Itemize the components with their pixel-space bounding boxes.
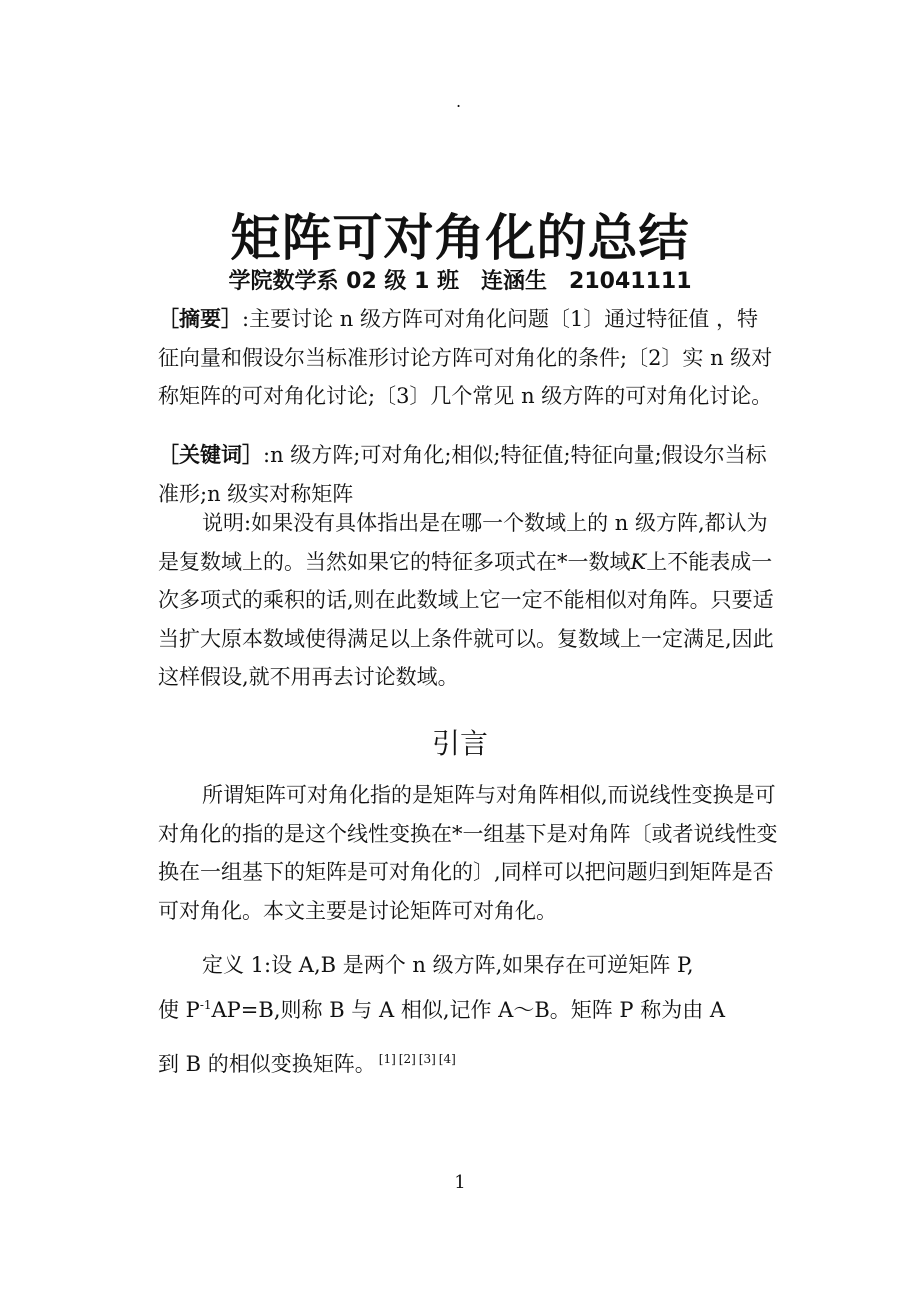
field-symbol: K bbox=[630, 549, 647, 574]
citation-ref: [3] bbox=[418, 1052, 436, 1066]
page-number: 1 bbox=[454, 1172, 466, 1193]
keywords-label: ［关键词］ bbox=[158, 443, 263, 467]
abstract-text: :主要讨论 n 级方阵可对角化问题〔1〕通过特征值 ，特征向量和假设尔当标准形讨论方阵可对角化的条件;〔2〕实 n 级对称矩阵的可对角化讨论;〔3〕几个常见 n 级方阵的可对角化讨论。 bbox=[158, 307, 773, 408]
definition-line-3: 到 B 的相似变换矩阵。 [1] [2] [3] [4] bbox=[158, 1052, 456, 1076]
keywords bbox=[158, 436, 778, 513]
note-paragraph bbox=[158, 504, 778, 697]
intro-paragraph: 所谓矩阵可对角化指的是矩阵与对角阵相似,而说线性变换是可对角化的指的是这个线性变换在*一组基下是对角阵〔或者说线性变换在一组基下的矩阵是可对角化的〕,同样可以把问题归到矩阵是否可对角化。本文主要是讨论矩阵可对角化。 bbox=[158, 783, 778, 923]
definition-line-1: 定义 1:设 A,B 是两个 n 级方阵,如果存在可逆矩阵 P, bbox=[202, 953, 694, 977]
keywords-text: :n 级方阵;可对角化;相似;特征值;特征向量;假设尔当标准形;n 级实对称矩阵 bbox=[158, 443, 767, 506]
document-title: 矩阵可对角化的总结 bbox=[230, 209, 690, 267]
section-heading: 引言 bbox=[431, 727, 488, 760]
citation-ref: [1] bbox=[378, 1052, 396, 1066]
inverse-exponent: -1 bbox=[199, 998, 212, 1012]
abstract bbox=[158, 300, 778, 416]
abstract-label: ［摘要］ bbox=[158, 307, 242, 331]
citation-ref: [4] bbox=[438, 1052, 456, 1066]
author-line: 学院数学系 02 级 1 班 连涵生 21041111 bbox=[228, 269, 692, 294]
note-text-after: 上不能表成一次多项式的乘积的话,则在此数域上它一定不能相似对角阵。只要适当扩大原本数域使得满足以上条件就可以。复数域上一定满足,因此这样假设,就不用再去讨论数域。 bbox=[158, 549, 774, 689]
note-text-before: 说明:如果没有具体指出是在哪一个数域上的 n 级方阵,都认为是复数域上的。当然如果它的特征多项式在*一数域 bbox=[158, 511, 768, 574]
citation-ref: [2] bbox=[398, 1052, 416, 1066]
definition-line-2: 使 $P^{-1}AP=B$,则称 B 与 A 相似,记作 A～B。矩阵 P 称为由 A bbox=[158, 998, 726, 1022]
header-mark: . bbox=[456, 92, 462, 111]
